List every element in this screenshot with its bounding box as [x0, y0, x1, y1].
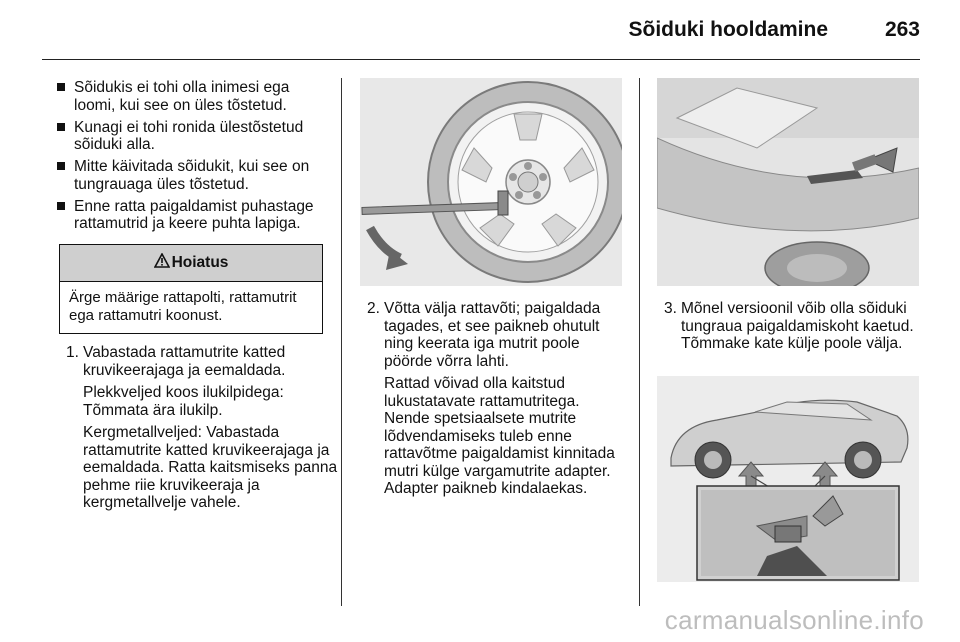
- bullet-item: [57, 79, 329, 114]
- column-divider-right: [639, 78, 640, 606]
- warning-box: [59, 244, 323, 334]
- page-header-title: Sõiduki hooldamine: [628, 18, 828, 41]
- step-paragraph: Vabastada rattamutrite katted kruvikeerajaga ja eemaldada.: [83, 344, 286, 379]
- watermark: carmanualsonline.info: [664, 605, 924, 635]
- safety-bullet-list: [57, 79, 329, 237]
- header-rule: [42, 59, 920, 60]
- bullet-item: [57, 158, 329, 193]
- step-1: [66, 344, 338, 517]
- bullet-text: Kunagi ei tohi ronida ülestõstetud sõiduki alla.: [74, 118, 304, 153]
- page-number: 263: [884, 18, 920, 41]
- step-2: [367, 300, 629, 503]
- step-3: [664, 300, 922, 358]
- step-paragraph: Mõnel versioonil võib olla sõiduki tungraua paigaldamiskoht kaetud. Tõmmake kate külje poole välja.: [681, 300, 914, 352]
- wheel-wrench-illustration: [360, 78, 622, 286]
- bullet-text: Mitte käivitada sõidukit, kui see on tungrauaga üles tõstetud.: [74, 158, 310, 193]
- bullet-text: Sõidukis ei tohi olla inimesi ega loomi, kui see on üles tõstetud.: [74, 79, 290, 114]
- step-paragraph: Plekkveljed koos ilukilpidega: Tõmmata ära ilukilp.: [83, 384, 284, 419]
- bullet-text: Enne ratta paigaldamist puhastage rattamutrid ja keere puhta lapiga.: [74, 197, 314, 232]
- column-divider-left: [341, 78, 342, 606]
- warning-header: [60, 245, 322, 282]
- underbody-cover-illustration: [657, 78, 919, 286]
- bullet-item: [57, 198, 329, 233]
- step-paragraph: Kergmetallveljed: Vabastada rattamutrite katted kruvikeerajaga ja eemaldada. Ratta kaitsmiseks panna pehme riie kruvikeeraja ja kergmetallvelje vahele.: [83, 424, 338, 511]
- warning-triangle-icon: [154, 253, 170, 273]
- car-jack-points-illustration: [657, 376, 919, 582]
- bullet-item: [57, 119, 329, 154]
- step-paragraph: Rattad võivad olla kaitstud lukustatavate rattamutritega. Nende spetsiaalsete mutrite lõdvendamiseks tuleb enne rattavõtme paigaldamist kinnitada mutri külge vargamutrite adapter. Adapter paikneb kindalaekas.: [384, 375, 615, 497]
- warning-title: Hoiatus: [171, 254, 229, 271]
- step-paragraph: Võtta välja rattavõti; paigaldada tagades, et see paikneb ohutult ning keerata iga mutrit poole pöörde võrra lahti.: [384, 300, 601, 370]
- warning-text: Ärge määrige rattapolti, rattamutrit ega rattamutri koonust.: [69, 289, 297, 324]
- step-number: 1.: [66, 344, 79, 361]
- step-number: 3.: [664, 300, 677, 317]
- step-number: 2.: [367, 300, 380, 317]
